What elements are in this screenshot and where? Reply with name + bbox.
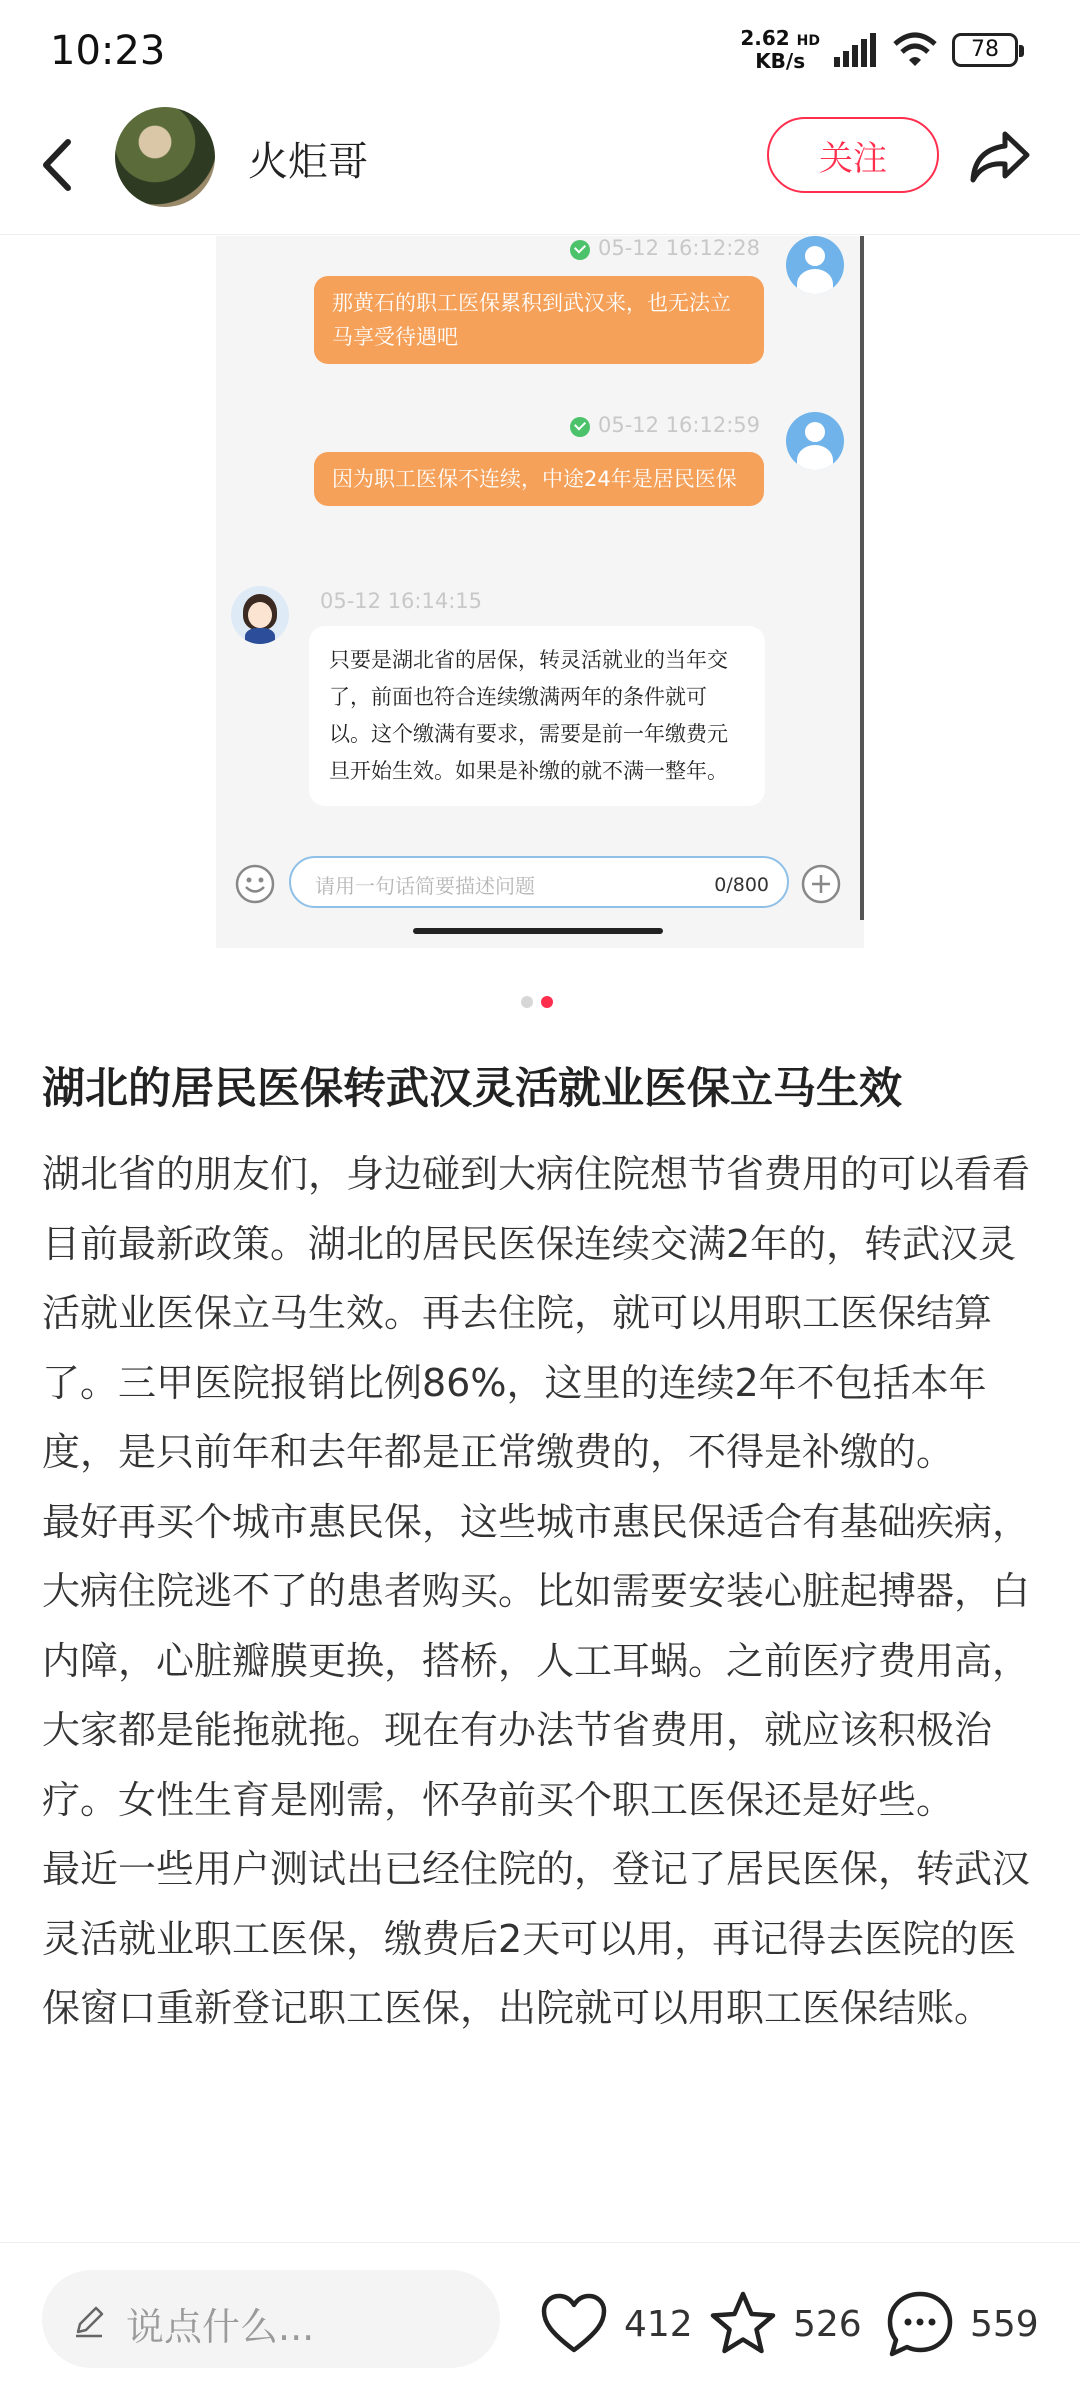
speed-value: 2.62: [740, 26, 790, 50]
speed-unit: KB/s: [755, 49, 806, 73]
sent-check-icon: [570, 240, 590, 260]
user-avatar-icon: [786, 236, 844, 294]
signal-icon: [834, 33, 878, 67]
chat-input-counter: 0/800: [714, 874, 769, 896]
carousel-dot-active[interactable]: [541, 996, 553, 1008]
chat-bubble-sent: 因为职工医保不连续，中途24年是居民医保: [314, 452, 764, 506]
follow-button[interactable]: 关注: [767, 117, 939, 193]
battery-icon: [952, 33, 1018, 67]
author-avatar[interactable]: [115, 107, 215, 207]
post-image[interactable]: [216, 236, 864, 948]
chat-input-placeholder: 请用一句话简要描述问题: [315, 874, 535, 898]
network-speed: [740, 28, 820, 71]
chat-bubble-sent: 那黄石的职工医保累积到武汉来，也无法立马享受待遇吧: [314, 276, 764, 364]
message-time: 05-12 16:12:59: [598, 413, 761, 437]
comment-button[interactable]: [884, 2288, 1039, 2360]
status-time: 10:23: [50, 28, 166, 74]
network-badge: HD: [796, 33, 820, 49]
favorite-button[interactable]: [707, 2288, 862, 2360]
reply-time: 05-12 16:14:15: [320, 589, 483, 613]
favorite-count: 526: [793, 2303, 862, 2345]
post-paragraph: 最近一些用户测试出已经住院的，登记了居民医保，转武汉灵活就业职工医保，缴费后2天可以用，再记得去医院的医保窗口重新登记职工医保，出院就可以用职工医保结账。: [42, 1847, 1031, 2030]
wifi-icon: [892, 32, 938, 68]
chat-input-bar: [216, 850, 860, 916]
back-icon[interactable]: [30, 130, 90, 200]
like-count: 412: [624, 2303, 693, 2345]
heart-icon: [538, 2288, 610, 2360]
battery-level: 78: [971, 37, 999, 62]
comment-placeholder: 说点什么...: [126, 2305, 315, 2349]
image-scrollbar: [860, 236, 864, 920]
carousel-indicator: [521, 996, 553, 1008]
comment-input[interactable]: [42, 2270, 500, 2368]
home-indicator: [413, 928, 663, 934]
agent-avatar-icon: [231, 586, 289, 644]
sent-check-icon: [570, 417, 590, 437]
pen-icon: [70, 2302, 108, 2340]
user-avatar-icon: [786, 412, 844, 470]
post-body: [42, 1140, 1042, 2044]
share-icon[interactable]: [965, 122, 1035, 192]
bottom-action-bar: [0, 2242, 1080, 2400]
emoji-icon: [234, 863, 276, 905]
like-button[interactable]: [538, 2288, 693, 2360]
author-name[interactable]: 火炬哥: [248, 139, 368, 185]
post-title: 湖北的居民医保转武汉灵活就业医保立马生效: [42, 1064, 902, 1114]
status-icons: [740, 28, 1018, 71]
star-icon: [707, 2288, 779, 2360]
comment-bubble-icon: [884, 2288, 956, 2360]
comment-count: 559: [970, 2303, 1039, 2345]
chat-bubble-received: 只要是湖北省的居保，转灵活就业的当年交了，前面也符合连续缴满两年的条件就可以。这个缴满有要求，需要是前一年缴费元旦开始生效。如果是补缴的就不满一整年。: [309, 626, 765, 806]
message-time: 05-12 16:12:28: [598, 236, 761, 260]
status-bar: [0, 0, 1080, 100]
carousel-dot[interactable]: [521, 996, 533, 1008]
plus-icon: [800, 863, 842, 905]
post-paragraph: 最好再买个城市惠民保，这些城市惠民保适合有基础疾病，大病住院逃不了的患者购买。比如需要安装心脏起搏器，白内障，心脏瓣膜更换，搭桥，人工耳蜗。之前医疗费用高，大家都是能拖就拖。现在有办法节省费用，就应该积极治疗。女性生育是刚需，怀孕前买个职工医保还是好些。: [42, 1499, 1031, 1822]
post-paragraph: 湖北省的朋友们，身边碰到大病住院想节省费用的可以看看目前最新政策。湖北的居民医保连续交满2年的，转武汉灵活就业医保立马生效。再去住院，就可以用职工医保结算了。三甲医院报销比例86%，这里的连续2年不包括本年度，是只前年和去年都是正常缴费的，不得是补缴的。: [42, 1152, 1031, 1474]
post-header: [0, 100, 1080, 235]
chat-input-field: [289, 856, 789, 908]
